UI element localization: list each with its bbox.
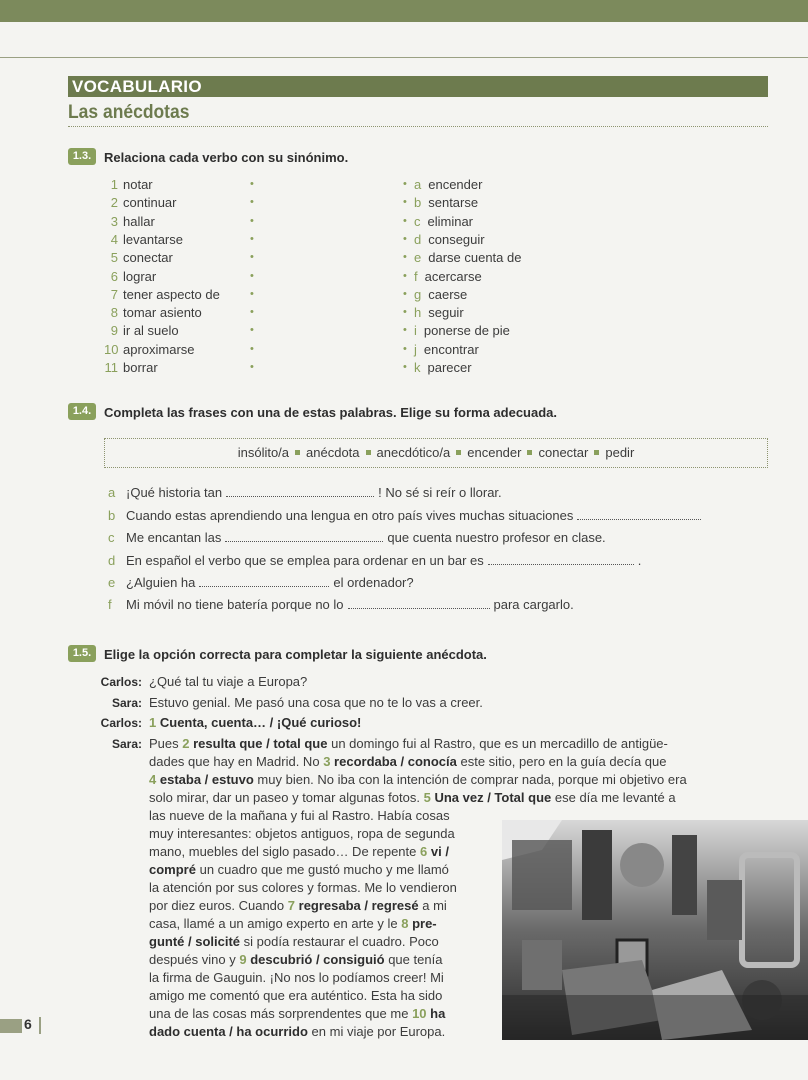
match-right-item: d conseguir bbox=[414, 232, 485, 247]
story-line: la firma de Gauguin. ¡No nos lo podíamos creer! Mi bbox=[149, 970, 444, 985]
page-number-bar bbox=[0, 1019, 22, 1033]
flea-market-photo bbox=[502, 820, 808, 1040]
match-right-item: f acercarse bbox=[414, 269, 482, 284]
match-left-item: 4 levantarse bbox=[110, 232, 183, 247]
speaker-sara: Sara: bbox=[111, 696, 142, 710]
story-line: gunté / solicité si podía restaurar el cuadro. Poco bbox=[149, 934, 439, 949]
match-dot[interactable]: • bbox=[250, 270, 254, 282]
match-dot[interactable]: • bbox=[250, 251, 254, 263]
word-bank-item: insólito/a bbox=[237, 445, 290, 460]
match-left-item: 6 lograr bbox=[110, 269, 157, 284]
match-dot[interactable]: • bbox=[403, 324, 407, 336]
dialogue-line: Estuvo genial. Me pasó una cosa que no te lo vas a creer. bbox=[149, 695, 483, 710]
match-left-item: 9 ir al suelo bbox=[110, 323, 179, 338]
dialogue-line bbox=[149, 715, 361, 730]
match-left-item: 7 tener aspecto de bbox=[110, 287, 220, 302]
match-dot[interactable]: • bbox=[403, 288, 407, 300]
match-dot[interactable]: • bbox=[250, 288, 254, 300]
separator-square bbox=[456, 450, 461, 455]
match-dot[interactable]: • bbox=[403, 215, 407, 227]
word-bank-item: anecdótico/a bbox=[376, 445, 451, 460]
sentence-line: e ¿Alguien ha el ordenador? bbox=[108, 575, 414, 590]
sentence-line: d En español el verbo que se emplea para ordenar en un bar es . bbox=[108, 553, 642, 568]
exercise-badge-1-3: 1.3. bbox=[68, 148, 96, 165]
story-line: las nueve de la mañana y fui al Rastro. Había cosas bbox=[149, 808, 450, 823]
match-dot[interactable]: • bbox=[403, 196, 407, 208]
match-left-item: 5 conectar bbox=[110, 250, 173, 265]
match-right-item: k parecer bbox=[414, 360, 472, 375]
story-line: 4 estaba / estuvo muy bien. No iba con la intención de comprar nada, porque mi objetivo era bbox=[149, 772, 687, 787]
exercise-badge-1-4: 1.4. bbox=[68, 403, 96, 420]
story-line: casa, llamé a un amigo experto en arte y le 8 pre- bbox=[149, 916, 437, 931]
match-right-item: g caerse bbox=[414, 287, 468, 302]
page-number: 6 bbox=[24, 1016, 32, 1032]
story-line: solo mirar, dar un paseo y tomar algunas fotos. 5 Una vez / Total que ese día me levanté a bbox=[149, 790, 676, 805]
story-line: la atención por sus colores y formas. Me lo vendieron bbox=[149, 880, 457, 895]
answer-blank[interactable] bbox=[199, 576, 329, 587]
match-dot[interactable]: • bbox=[250, 306, 254, 318]
story-line: compré un cuadro que me gustó mucho y me llamó bbox=[149, 862, 449, 877]
sentence-line: a ¡Qué historia tan ! No sé si reír o llorar. bbox=[108, 485, 502, 500]
word-bank-item: conectar bbox=[538, 445, 589, 460]
exercise-title-1-4: Completa las frases con una de estas palabras. Elige su forma adecuada. bbox=[104, 405, 558, 420]
match-right-item: a encender bbox=[414, 177, 483, 192]
story-line: Pues 2 resulta que / total que un domingo fui al Rastro, que es un mercadillo de antigüe- bbox=[149, 736, 668, 751]
word-bank-item: encender bbox=[467, 445, 522, 460]
separator-square bbox=[527, 450, 532, 455]
match-dot[interactable]: • bbox=[250, 196, 254, 208]
match-left-item: 3 hallar bbox=[110, 214, 155, 229]
sentence-line: c Me encantan las que cuenta nuestro profesor en clase. bbox=[108, 530, 606, 545]
story-line: amigo me comentó que era auténtico. Esta ha sido bbox=[149, 988, 443, 1003]
story-line: dades que hay en Madrid. No 3 recordaba / conocía este sitio, pero en la guía decía que bbox=[149, 754, 667, 769]
match-dot[interactable]: • bbox=[250, 324, 254, 336]
match-dot[interactable]: • bbox=[403, 361, 407, 373]
match-left-item: 2 continuar bbox=[110, 195, 177, 210]
match-dot[interactable]: • bbox=[250, 233, 254, 245]
match-right-item: b sentarse bbox=[414, 195, 479, 210]
speaker-sara: Sara: bbox=[111, 737, 142, 751]
match-dot[interactable]: • bbox=[403, 270, 407, 282]
story-line: dado cuenta / ha ocurrido en mi viaje por Europa. bbox=[149, 1024, 446, 1039]
match-right-item: i ponerse de pie bbox=[414, 323, 510, 338]
separator-square bbox=[366, 450, 371, 455]
match-right-item: c eliminar bbox=[414, 214, 474, 229]
story-line: después vino y 9 descubrió / consiguió que tenía bbox=[149, 952, 443, 967]
match-right-item: h seguir bbox=[414, 305, 464, 320]
sentence-line: f Mi móvil no tiene batería porque no lo para cargarlo. bbox=[108, 597, 574, 612]
story-line: mano, muebles del siglo pasado… De repente 6 vi / bbox=[149, 844, 449, 859]
story-line: muy interesantes: objetos antiguos, ropa de segunda bbox=[149, 826, 455, 841]
match-dot[interactable]: • bbox=[250, 215, 254, 227]
dialogue-line: ¿Qué tal tu viaje a Europa? bbox=[149, 674, 308, 689]
speaker-carlos: Carlos: bbox=[100, 716, 142, 730]
section-header-bar bbox=[68, 76, 768, 97]
match-dot[interactable]: • bbox=[403, 178, 407, 190]
word-bank-item: anécdota bbox=[306, 445, 360, 460]
speaker-carlos: Carlos: bbox=[100, 675, 142, 689]
answer-blank[interactable] bbox=[226, 486, 374, 497]
answer-blank[interactable] bbox=[577, 509, 701, 520]
word-bank-list bbox=[105, 445, 767, 460]
separator-square bbox=[594, 450, 599, 455]
exercise-title-1-3: Relaciona cada verbo con su sinónimo. bbox=[104, 150, 349, 165]
sentence-line: b Cuando estas aprendiendo una lengua en otro país vives muchas situaciones bbox=[108, 508, 705, 523]
match-dot[interactable]: • bbox=[250, 343, 254, 355]
separator-square bbox=[295, 450, 300, 455]
match-right-item: e darse cuenta de bbox=[414, 250, 522, 265]
option-choice: Cuenta, cuenta… / ¡Qué curioso! bbox=[159, 715, 362, 730]
top-band bbox=[0, 0, 808, 22]
answer-blank[interactable] bbox=[225, 531, 383, 542]
match-right-item: j encontrar bbox=[414, 342, 479, 357]
match-left-item: 11 borrar bbox=[104, 360, 158, 375]
match-dot[interactable]: • bbox=[403, 306, 407, 318]
match-dot[interactable]: • bbox=[250, 361, 254, 373]
option-number: 1 bbox=[149, 715, 157, 730]
page-number-tick bbox=[39, 1017, 41, 1034]
word-bank bbox=[104, 438, 768, 468]
exercise-badge-1-5: 1.5. bbox=[68, 645, 96, 662]
match-left-item: 8 tomar asiento bbox=[110, 305, 202, 320]
top-rule bbox=[0, 57, 808, 58]
answer-blank[interactable] bbox=[488, 554, 634, 565]
section-subtitle: Las anécdotas bbox=[68, 102, 190, 123]
word-bank-item: pedir bbox=[605, 445, 635, 460]
match-dot[interactable]: • bbox=[403, 251, 407, 263]
match-left-item: 10 aproximarse bbox=[104, 342, 195, 357]
match-dot[interactable]: • bbox=[403, 343, 407, 355]
match-left-item: 1 notar bbox=[110, 177, 153, 192]
match-dot[interactable]: • bbox=[250, 178, 254, 190]
story-line: una de las cosas más sorprendentes que me 10 ha bbox=[149, 1006, 446, 1021]
story-line: por diez euros. Cuando 7 regresaba / regresé a mi bbox=[149, 898, 447, 913]
match-dot[interactable]: • bbox=[403, 233, 407, 245]
section-header: VOCABULARIO bbox=[72, 77, 202, 96]
subtitle-underline bbox=[68, 126, 768, 127]
answer-blank[interactable] bbox=[348, 598, 490, 609]
exercise-title-1-5: Elige la opción correcta para completar la siguiente anécdota. bbox=[104, 647, 487, 662]
